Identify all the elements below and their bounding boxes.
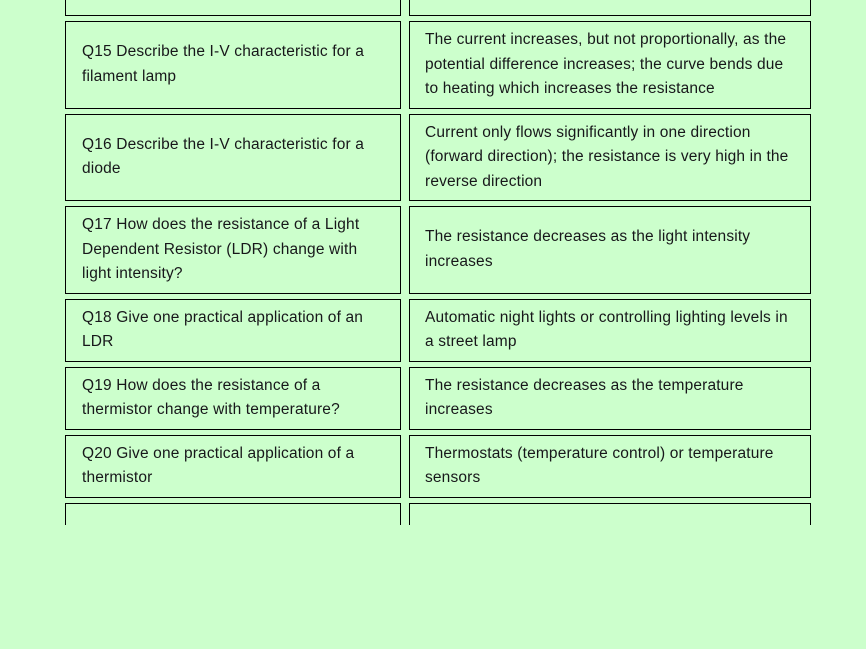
answer-text: Current only flows significantly in one direction (forward direction); the resistance is very high in the reverse direction (425, 123, 789, 190)
answer-cell (409, 21, 811, 109)
answer-text: Automatic night lights or controlling lighting levels in a street lamp (425, 308, 788, 350)
question-text: Q15 Describe the I-V characteristic for a filament lamp (82, 43, 365, 85)
answer-cell (409, 206, 811, 294)
question-cell (65, 206, 401, 294)
answer-text: The current increases, but not proportionally, as the potential difference increases; the curve bends due to heating which increases the resistance (425, 31, 787, 97)
question-cell (65, 435, 401, 498)
question-cell (65, 21, 401, 109)
question-cell (65, 0, 401, 16)
question-cell (65, 367, 401, 430)
answer-cell (409, 435, 811, 498)
question-text: Q17 How does the resistance of a Light Dependent Resistor (LDR) change with light intensity? (82, 216, 360, 282)
table-row (65, 367, 811, 430)
table-row (65, 435, 811, 498)
table-row (65, 0, 811, 16)
table-row (65, 206, 811, 294)
question-text: Q18 Give one practical application of an LDR (82, 308, 364, 350)
question-text: Q20 Give one practical application of a thermistor (82, 444, 355, 486)
answer-cell (409, 0, 811, 16)
qa-table (65, 0, 811, 530)
question-cell (65, 503, 401, 525)
question-cell (65, 114, 401, 202)
answer-text: Thermostats (temperature control) or temperature sensors (425, 444, 774, 486)
question-cell (65, 299, 401, 362)
question-text: Q19 How does the resistance of a thermistor change with temperature? (82, 376, 340, 418)
question-text: Q16 Describe the I-V characteristic for a diode (82, 135, 365, 178)
table-row (65, 299, 811, 362)
answer-cell (409, 367, 811, 430)
answer-cell (409, 299, 811, 362)
answer-text: The resistance decreases as the light intensity increases (425, 228, 751, 270)
table-row (65, 21, 811, 109)
table-row (65, 114, 811, 202)
answer-cell (409, 503, 811, 525)
answer-cell (409, 114, 811, 202)
table-row (65, 503, 811, 525)
answer-text: The resistance decreases as the temperature increases (425, 376, 744, 418)
